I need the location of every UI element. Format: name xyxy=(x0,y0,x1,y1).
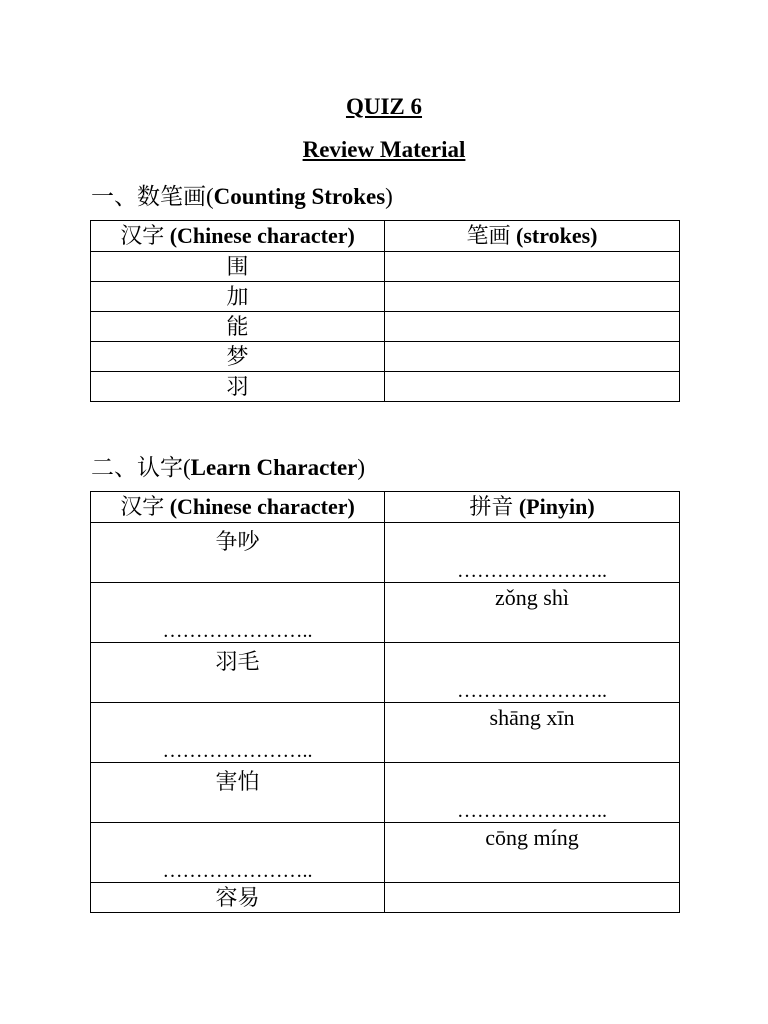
column-header-en: (Chinese character) xyxy=(169,494,355,519)
character-cell xyxy=(91,643,385,703)
section-heading-english: Counting Strokes xyxy=(213,184,386,209)
table-row xyxy=(91,883,680,913)
section-heading-english: Learn Character xyxy=(190,455,358,480)
character-cell: 羽 xyxy=(91,372,385,402)
section-heading-suffix: ) xyxy=(385,184,393,209)
table-row xyxy=(91,583,680,643)
column-header-cn: 汉字 xyxy=(120,494,170,519)
pinyin-text: zǒng shì xyxy=(495,585,569,610)
character-text: 羽毛 xyxy=(215,649,260,674)
answer-blank-line[interactable]: ………………….. xyxy=(457,800,607,822)
answer-blank-line[interactable]: ………………….. xyxy=(162,740,313,762)
review-material-title: Review Material xyxy=(302,137,466,162)
pinyin-answer-cell[interactable] xyxy=(385,643,680,703)
character-cell: 容易 xyxy=(91,883,385,913)
table-row xyxy=(91,252,680,282)
column-header-cn: 笔画 xyxy=(466,223,517,248)
section-heading-prefix: 二、认字( xyxy=(91,455,191,480)
section-heading-suffix: ) xyxy=(357,455,366,480)
table-row xyxy=(91,282,680,312)
pinyin-text: shāng xīn xyxy=(489,705,575,730)
pinyin-cell xyxy=(385,703,680,763)
strokes-answer-cell[interactable] xyxy=(385,342,680,372)
section-heading-counting-strokes xyxy=(91,178,393,211)
pinyin-cell xyxy=(385,823,680,883)
table-header-row xyxy=(91,221,680,252)
pinyin-cell xyxy=(385,583,680,643)
answer-blank-line[interactable]: ………………….. xyxy=(457,680,607,702)
character-answer-cell[interactable] xyxy=(91,823,385,883)
column-header-cn: 拼音 xyxy=(469,494,519,519)
character-answer-cell[interactable] xyxy=(91,703,385,763)
table-row xyxy=(91,643,680,703)
strokes-answer-cell[interactable] xyxy=(385,282,680,312)
character-cell xyxy=(91,523,385,583)
answer-blank-line[interactable]: ………………….. xyxy=(162,860,313,882)
column-header-cn: 汉字 xyxy=(120,223,170,248)
table-row xyxy=(91,523,680,583)
column-header-en: (Pinyin) xyxy=(518,494,595,519)
strokes-answer-cell[interactable] xyxy=(385,252,680,282)
character-cell xyxy=(91,763,385,823)
character-cell: 能 xyxy=(91,312,385,342)
table-row xyxy=(91,372,680,402)
pinyin-answer-cell[interactable] xyxy=(385,523,680,583)
character-text: 争吵 xyxy=(215,529,260,554)
column-header-en: (strokes) xyxy=(516,223,598,248)
character-cell: 围 xyxy=(91,252,385,282)
pinyin-answer-cell[interactable] xyxy=(385,763,680,823)
section-heading-prefix: 一、数笔画( xyxy=(91,184,214,209)
table-header-row xyxy=(91,492,680,523)
table-row xyxy=(91,342,680,372)
pinyin-text: cōng míng xyxy=(485,825,579,850)
pinyin-answer-cell[interactable] xyxy=(385,883,680,913)
character-text: 害怕 xyxy=(215,769,260,794)
pinyin-table xyxy=(90,491,680,913)
quiz-title: QUIZ 6 xyxy=(345,94,423,119)
table-row xyxy=(91,823,680,883)
table-row xyxy=(91,703,680,763)
character-answer-cell[interactable] xyxy=(91,583,385,643)
table-row xyxy=(91,763,680,823)
section-heading-learn-character xyxy=(91,449,365,482)
strokes-answer-cell[interactable] xyxy=(385,312,680,342)
table-row xyxy=(91,312,680,342)
column-header-pinyin xyxy=(385,492,680,523)
character-cell: 加 xyxy=(91,282,385,312)
answer-blank-line[interactable]: ………………….. xyxy=(457,560,607,582)
column-header-character xyxy=(91,221,385,252)
strokes-answer-cell[interactable] xyxy=(385,372,680,402)
column-header-en: (Chinese character) xyxy=(169,223,355,248)
column-header-strokes xyxy=(385,221,680,252)
character-cell: 梦 xyxy=(91,342,385,372)
strokes-table xyxy=(90,220,680,402)
column-header-character xyxy=(91,492,385,523)
answer-blank-line[interactable]: ………………….. xyxy=(162,620,313,642)
